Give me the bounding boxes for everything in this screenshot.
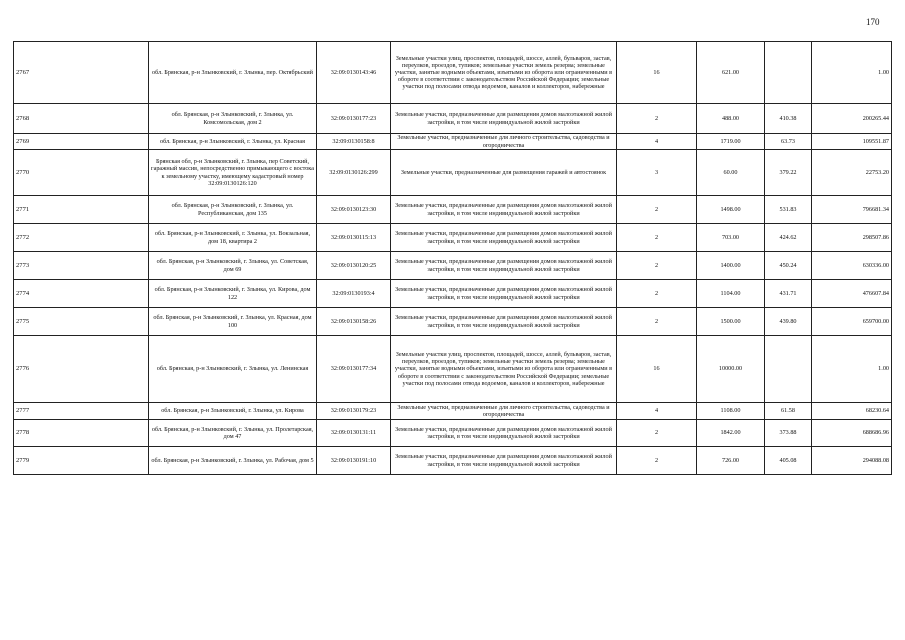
area-cell: 726.00: [697, 447, 765, 475]
table-row: [14, 403, 892, 420]
cadastral-value-cell: 688686.96: [812, 420, 892, 447]
area-cell: 10000.00: [697, 336, 765, 403]
group-code-cell: 2: [617, 224, 697, 252]
cadastral-value-cell: 1.00: [812, 42, 892, 104]
group-code-cell: 2: [617, 104, 697, 134]
group-code-cell: 4: [617, 403, 697, 420]
rate-cell: 439.80: [765, 308, 812, 336]
group-code-cell: 2: [617, 280, 697, 308]
cadastral-number-cell: 32:09:0130193:4: [317, 280, 391, 308]
area-cell: 1842.00: [697, 420, 765, 447]
rate-cell: 61.58: [765, 403, 812, 420]
row-number: 2778: [14, 420, 149, 447]
table-row: [14, 196, 892, 224]
land-type-cell: Земельные участки, предназначенные для размещения гаражей и автостоянок: [391, 150, 617, 196]
cadastral-value-cell: 298507.86: [812, 224, 892, 252]
cadastral-value-cell: 68230.64: [812, 403, 892, 420]
area-cell: 1500.00: [697, 308, 765, 336]
rate-cell: 450.24: [765, 252, 812, 280]
cadastral-number-cell: 32:09:0130177:34: [317, 336, 391, 403]
row-number: 2775: [14, 308, 149, 336]
cadastral-number-cell: 32:09:0130179:23: [317, 403, 391, 420]
table-row: [14, 134, 892, 150]
cadastral-value-cell: 630336.00: [812, 252, 892, 280]
table-row: [14, 420, 892, 447]
group-code-cell: 16: [617, 42, 697, 104]
rate-cell: 63.73: [765, 134, 812, 150]
table-row: [14, 42, 892, 104]
rate-cell: 405.08: [765, 447, 812, 475]
cadastral-number-cell: 32:09:0130191:10: [317, 447, 391, 475]
cadastral-number-cell: 32:09:0130177:23: [317, 104, 391, 134]
area-cell: 1719.00: [697, 134, 765, 150]
land-type-cell: Земельные участки улиц, проспектов, площадей, шоссе, аллей, бульваров, застав, переулков, проездов, тупиков; земельные участки земель резерва; земельные участки, занятые водными объектами, изъятыми из оборота или ограниченными в обороте в соответствии с законодательством Российской Федерации; земельные участки под полосами отвода водоемов, каналов и коллекторов, набережные: [391, 336, 617, 403]
address-cell: обл. Брянская, р-н Злынковский, г. Злынка, ул. Красная: [149, 134, 317, 150]
table-row: [14, 447, 892, 475]
land-type-cell: Земельные участки, предназначенные для личного строительства, садоводства и огородничества: [391, 134, 617, 150]
land-type-cell: Земельные участки улиц, проспектов, площадей, шоссе, аллей, бульваров, застав, переулков, проездов, тупиков; земельные участки земель резерва; земельные участки, занятые водными объектами, изъятыми из оборота или ограниченными в обороте в соответствии с законодательством Российской Федерации; земельные участки под полосами отвода водоемов, каналов и коллекторов, набережные: [391, 42, 617, 104]
cadastral-number-cell: 32:09:0130131:11: [317, 420, 391, 447]
land-type-cell: Земельные участки, предназначенные для размещения домов малоэтажной жилой застройки, в том числе индивидуальной жилой застройки: [391, 224, 617, 252]
address-cell: обл. Брянская, р-н Злынковский, г. Злынка, ул. Комсомольская, дом 2: [149, 104, 317, 134]
cadastral-number-cell: 32:09:0130126:299: [317, 150, 391, 196]
row-number: 2776: [14, 336, 149, 403]
area-cell: 1104.00: [697, 280, 765, 308]
row-number: 2767: [14, 42, 149, 104]
table-row: [14, 104, 892, 134]
land-type-cell: Земельные участки, предназначенные для размещения домов малоэтажной жилой застройки, в том числе индивидуальной жилой застройки: [391, 280, 617, 308]
group-code-cell: 2: [617, 308, 697, 336]
row-number: 2772: [14, 224, 149, 252]
group-code-cell: 2: [617, 447, 697, 475]
group-code-cell: 2: [617, 252, 697, 280]
row-number: 2777: [14, 403, 149, 420]
land-type-cell: Земельные участки, предназначенные для размещения домов малоэтажной жилой застройки, в том числе индивидуальной жилой застройки: [391, 420, 617, 447]
address-cell: обл. Брянская, р-н Злынковский, г. Злынка, ул. Пролетарская, дом 47: [149, 420, 317, 447]
area-cell: 1400.00: [697, 252, 765, 280]
row-number: 2771: [14, 196, 149, 224]
table-row: [14, 252, 892, 280]
area-cell: 621.00: [697, 42, 765, 104]
row-number: 2768: [14, 104, 149, 134]
table-row: [14, 150, 892, 196]
area-cell: 60.00: [697, 150, 765, 196]
land-type-cell: Земельные участки, предназначенные для размещения домов малоэтажной жилой застройки, в том числе индивидуальной жилой застройки: [391, 104, 617, 134]
address-cell: обл. Брянская, р-н Злынковский, г. Злынка, ул. Республиканская, дом 135: [149, 196, 317, 224]
row-number: 2773: [14, 252, 149, 280]
land-type-cell: Земельные участки, предназначенные для размещения домов малоэтажной жилой застройки, в том числе индивидуальной жилой застройки: [391, 308, 617, 336]
page-number: 170: [866, 17, 880, 27]
row-number: 2769: [14, 134, 149, 150]
rate-cell: 373.88: [765, 420, 812, 447]
group-code-cell: 16: [617, 336, 697, 403]
land-type-cell: Земельные участки, предназначенные для размещения домов малоэтажной жилой застройки, в том числе индивидуальной жилой застройки: [391, 196, 617, 224]
rate-cell: [765, 336, 812, 403]
group-code-cell: 2: [617, 196, 697, 224]
area-cell: 1108.00: [697, 403, 765, 420]
address-cell: обл. Брянская, р-н Злынковский, г. Злынка, ул. Кирова, дом 122: [149, 280, 317, 308]
address-cell: обл. Брянская, р-н Злынковский, г. Злынка, ул. Вокзальная, дом 18, квартира 2: [149, 224, 317, 252]
group-code-cell: 3: [617, 150, 697, 196]
rate-cell: 410.38: [765, 104, 812, 134]
cadastral-value-cell: 109551.87: [812, 134, 892, 150]
row-number: 2779: [14, 447, 149, 475]
land-type-cell: Земельные участки, предназначенные для личного строительства, садоводства и огородничества: [391, 403, 617, 420]
table-row: [14, 308, 892, 336]
land-type-cell: Земельные участки, предназначенные для размещения домов малоэтажной жилой застройки, в том числе индивидуальной жилой застройки: [391, 447, 617, 475]
cadastral-number-cell: 32:09:0130115:13: [317, 224, 391, 252]
area-cell: 1498.00: [697, 196, 765, 224]
address-cell: Брянская обл, р-н Злынковский, г. Злынка, пер Советский, гаражный массив, непосредственно примыкающего с востока к земельному участку, имеющему кадастровый номер 32:09:0130126:120: [149, 150, 317, 196]
address-cell: обл. Брянская, р-н Злынковский, г. Злынка, ул. Ленинская: [149, 336, 317, 403]
address-cell: обл. Брянская, р-н Злынковский, г. Злынка, ул. Кирова: [149, 403, 317, 420]
area-cell: 488.00: [697, 104, 765, 134]
rate-cell: [765, 42, 812, 104]
rate-cell: 424.62: [765, 224, 812, 252]
address-cell: обл. Брянская, р-н Злынковский, г. Злынка, ул. Рабочая, дом 5: [149, 447, 317, 475]
cadastral-value-cell: 796681.34: [812, 196, 892, 224]
rate-cell: 379.22: [765, 150, 812, 196]
land-registry-table: [13, 41, 892, 475]
table-row: [14, 336, 892, 403]
rate-cell: 531.83: [765, 196, 812, 224]
address-cell: обл. Брянская, р-н Злынковский, г. Злынка, пер. Октябрьский: [149, 42, 317, 104]
table-body: [14, 42, 892, 475]
cadastral-value-cell: 659700.00: [812, 308, 892, 336]
cadastral-value-cell: 22753.20: [812, 150, 892, 196]
cadastral-value-cell: 294088.08: [812, 447, 892, 475]
address-cell: обл. Брянская, р-н Злынковский, г. Злынка, ул. Красная, дом 100: [149, 308, 317, 336]
group-code-cell: 4: [617, 134, 697, 150]
address-cell: обл. Брянская, р-н Злынковский, г. Злынка, ул. Советская, дом 69: [149, 252, 317, 280]
cadastral-value-cell: 476607.84: [812, 280, 892, 308]
group-code-cell: 2: [617, 420, 697, 447]
cadastral-number-cell: 32:09:0130158:8: [317, 134, 391, 150]
table-row: [14, 280, 892, 308]
cadastral-number-cell: 32:09:0130120:25: [317, 252, 391, 280]
cadastral-value-cell: 200265.44: [812, 104, 892, 134]
rate-cell: 431.71: [765, 280, 812, 308]
table-row: [14, 224, 892, 252]
cadastral-number-cell: 32:09:0130123:30: [317, 196, 391, 224]
cadastral-number-cell: 32:09:0130143:46: [317, 42, 391, 104]
area-cell: 703.00: [697, 224, 765, 252]
row-number: 2774: [14, 280, 149, 308]
cadastral-value-cell: 1.00: [812, 336, 892, 403]
cadastral-number-cell: 32:09:0130158:26: [317, 308, 391, 336]
row-number: 2770: [14, 150, 149, 196]
land-type-cell: Земельные участки, предназначенные для размещения домов малоэтажной жилой застройки, в том числе индивидуальной жилой застройки: [391, 252, 617, 280]
